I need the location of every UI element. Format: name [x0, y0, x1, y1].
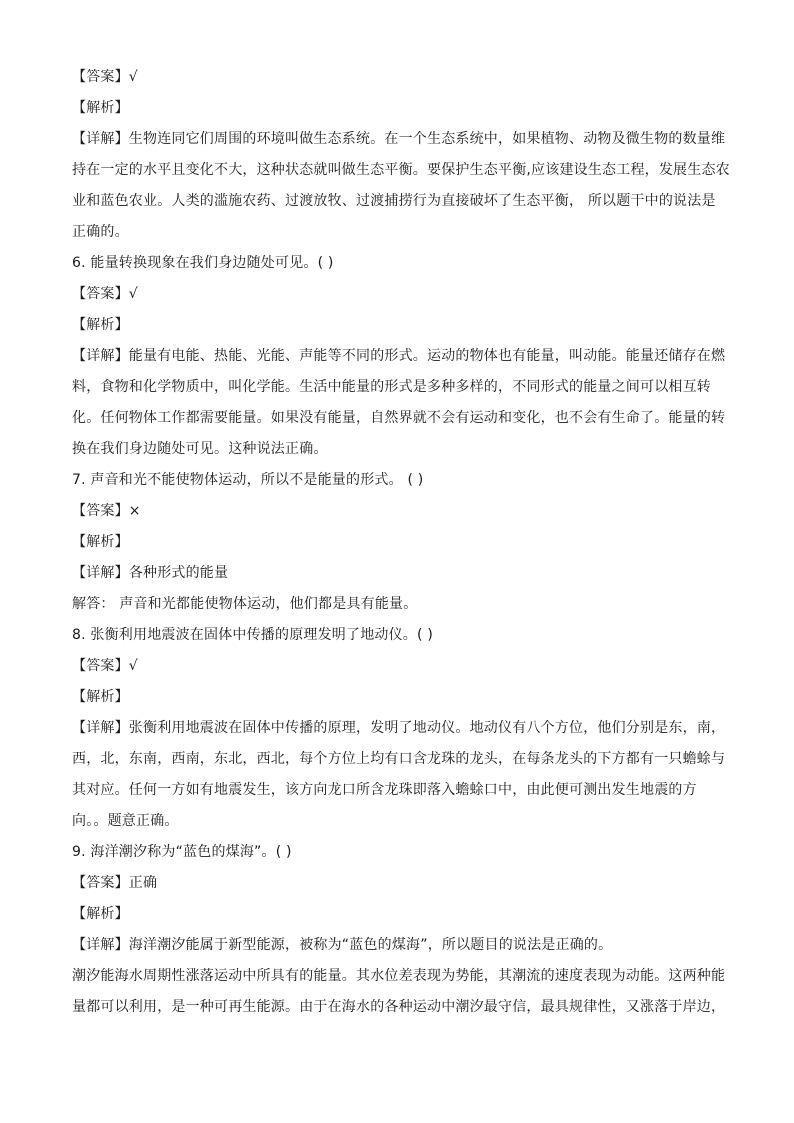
answer-line: 【答案】√ [72, 69, 138, 85]
question-6-block [72, 248, 726, 465]
detail-line: 【详解】海洋潮汐能属于新型能源，被称为“蓝色的煤海”，所以题目的说法是正确的。 [72, 937, 613, 953]
question-title: 8. 张衡利用地震波在固体中传播的原理发明了地动仪。( ) [72, 627, 433, 643]
detail-line: 化。任何物体工作都需要能量。如果没有能量，自然界就不会有运动和变化，也不会有生命了。能量的转 [72, 410, 726, 426]
question-9-block [72, 837, 726, 1023]
answer-line: 【答案】× [72, 503, 141, 519]
detail-line: 料，食物和化学物质中，叫化学能。生活中能量的形式是多种多样的，不同形式的能量之间可以相互转 [72, 379, 711, 395]
detail-line: 正确的。 [72, 224, 129, 240]
analysis-line: 【解析】 [72, 317, 129, 333]
analysis-line: 【解析】 [72, 534, 129, 550]
detail-line: 潮汐能海水周期性涨落运动中所具有的能量。其水位差表现为势能，其潮流的速度表现为动能。这两种能 [72, 968, 726, 984]
answer-line: 【答案】正确 [72, 875, 158, 891]
question-title: 7. 声音和光不能使物体运动，所以不是能量的形式。 ( ) [72, 472, 424, 488]
answer-line: 【答案】√ [72, 658, 138, 674]
question-title: 9. 海洋潮汐称为“蓝色的煤海”。( ) [72, 844, 292, 860]
question-title: 6. 能量转换现象在我们身边随处可见。( ) [72, 255, 334, 271]
detail-line: 【详解】生物连同它们周围的环境叫做生态系统。在一个生态系统中，如果植物、动物及微生物的数量维 [72, 131, 726, 147]
detail-line: 持在一定的水平且变化不大，这种状态就叫做生态平衡。要保护生态平衡,应该建设生态工程，发展生态农 [72, 162, 730, 178]
question-5-block [72, 62, 730, 248]
detail-line: 量都可以利用，是一种可再生能源。由于在海水的各种运动中潮汐最守信，最具规律性，又涨落于岸边， [72, 999, 726, 1015]
question-8-block [72, 620, 726, 837]
detail-line: 西，北，东南，西南，东北，西北，每个方位上均有口含龙珠的龙头，在每条龙头的下方都有一只蟾蜍与 [72, 751, 726, 767]
detail-line: 【详解】张衡利用地震波在固体中传播的原理，发明了地动仪。地动仪有八个方位，他们分别是东，南， [72, 720, 726, 736]
detail-line: 业和蓝色农业。人类的滥施农药、过渡放牧、过渡捕捞行为直接破坏了生态平衡， 所以题干中的说法是 [72, 193, 716, 209]
detail-line: 【详解】各种形式的能量 [72, 565, 229, 581]
detail-line: 向。。题意正确。 [72, 813, 179, 829]
analysis-line: 【解析】 [72, 689, 129, 705]
detail-line: 解答： 声音和光都能使物体运动，他们都是具有能量。 [72, 596, 418, 612]
analysis-line: 【解析】 [72, 906, 129, 922]
analysis-line: 【解析】 [72, 100, 129, 116]
answer-line: 【答案】√ [72, 286, 138, 302]
detail-line: 换在我们身边随处可见。这种说法正确。 [72, 441, 328, 457]
detail-line: 【详解】能量有电能、热能、光能、声能等不同的形式。运动的物体也有能量，叫动能。能量还储存在燃 [72, 348, 726, 364]
question-7-block [72, 465, 722, 620]
detail-line: 其对应。任何一方如有地震发生，该方向龙口所含龙珠即落入蟾蜍口中，由此便可测出发生地震的方 [72, 782, 697, 798]
